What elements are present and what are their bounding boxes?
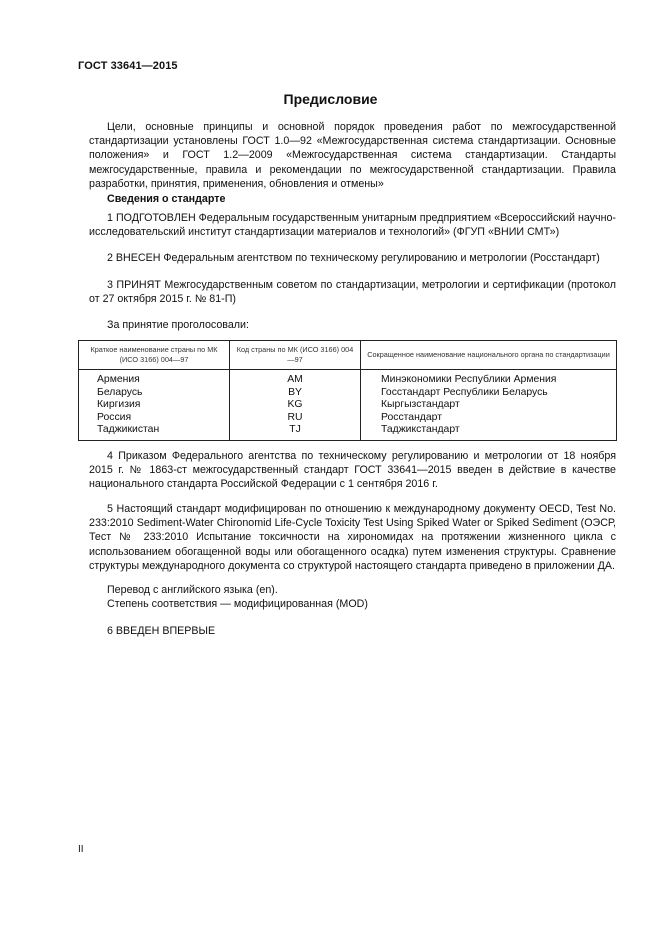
- body-cell: Росстандарт: [361, 412, 617, 425]
- document-id: ГОСТ 33641—2015: [78, 60, 178, 72]
- table-header-code: Код страны по МК (ИСО 3166) 004—97: [230, 341, 361, 370]
- code-cell: RU: [230, 412, 361, 425]
- translation-note: Перевод с английского языка (en).: [107, 584, 278, 596]
- item-3-paragraph: 3 ПРИНЯТ Межгосударственным советом по стандартизации, метрологии и сертификации (протокол от 27 октября 2015 г. № 81-П): [89, 279, 616, 306]
- table-header-body: Сокращенное наименование национального органа по стандартизации: [361, 341, 617, 370]
- table-row: [79, 370, 617, 387]
- voting-members-table: [78, 340, 617, 441]
- item-4-paragraph: 4 Приказом Федерального агентства по техническому регулированию и метрологии от 18 ноября 2015 г. № 1863-ст межгосударственный стандарт ГОСТ 33641—2015 введен в действие в качестве национального стандарта Российской Федерации с 1 сентября 2016 г.: [89, 450, 616, 491]
- body-cell: Кыргызстандарт: [361, 399, 617, 412]
- item-5-paragraph: 5 Настоящий стандарт модифицирован по отношению к международному документу OECD, Test No. 233:2010 Sediment-Water Chironomid Life-Cycle Toxicity Test Using Spiked Water or Spiked Sediment (ОЭСР, Тест № 233:2010 Испытание токсичности на хирономидах на протяжении жизненного цикла с использованием обогащенной воды или обогащенного осадка) путем изменения структуры. Сравнение структуры международного документа со структурой настоящего стандарта приведено в приложении ДА.: [89, 503, 616, 572]
- country-cell: Таджикистан: [79, 424, 230, 440]
- voted-label: За принятие проголосовали:: [107, 319, 249, 331]
- table-header-country: Краткое наименование страны по МК (ИСО 3166) 004—97: [79, 341, 230, 370]
- table-header-row: [79, 341, 617, 370]
- section-subheading: Сведения о стандарте: [107, 193, 226, 205]
- country-cell: Армения: [79, 370, 230, 387]
- body-cell: Минэкономики Республики Армения: [361, 370, 617, 387]
- table-row: [79, 387, 617, 400]
- code-cell: BY: [230, 387, 361, 400]
- item-1-paragraph: 1 ПОДГОТОВЛЕН Федеральным государственным унитарным предприятием «Всероссийский научно-исследовательский институт стандартизации материалов и технологий» (ФГУП «ВНИИ СМТ»): [89, 212, 616, 239]
- code-cell: KG: [230, 399, 361, 412]
- page-number: II: [78, 844, 84, 855]
- country-cell: Россия: [79, 412, 230, 425]
- body-cell: Таджикстандарт: [361, 424, 617, 440]
- country-cell: Киргизия: [79, 399, 230, 412]
- page-title: Предисловие: [283, 91, 378, 107]
- table-row: [79, 424, 617, 440]
- country-cell: Беларусь: [79, 387, 230, 400]
- code-cell: AM: [230, 370, 361, 387]
- table-row: [79, 412, 617, 425]
- conformity-note: Степень соответствия — модифицированная (MOD): [107, 598, 368, 610]
- intro-paragraph: Цели, основные принципы и основной порядок проведения работ по межгосударственной стандартизации установлены ГОСТ 1.0—92 «Межгосударственная система стандартизации. Основные положения» и ГОСТ 1.2—2009 «Межгосударственная система стандартизации. Стандарты межгосударственные, правила и рекомендации по межгосударственной стандартизации. Правила разработки, принятия, применения, обновления и отмены»: [89, 121, 616, 190]
- body-cell: Госстандарт Республики Беларусь: [361, 387, 617, 400]
- item-2-paragraph: 2 ВНЕСЕН Федеральным агентством по техническому регулированию и метрологии (Росстандарт): [107, 252, 600, 264]
- code-cell: TJ: [230, 424, 361, 440]
- table-row: [79, 399, 617, 412]
- item-6-paragraph: 6 ВВЕДЕН ВПЕРВЫЕ: [107, 625, 216, 637]
